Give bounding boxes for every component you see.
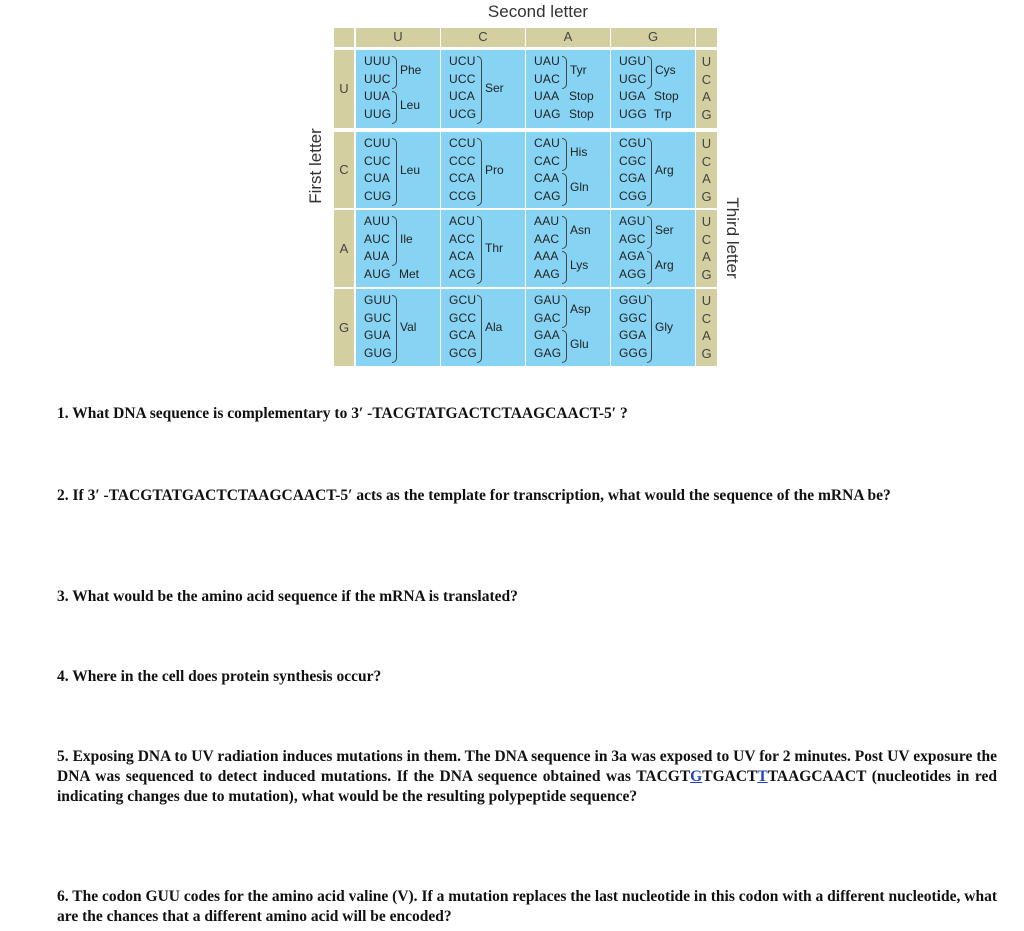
- codon-brace: [647, 56, 652, 89]
- codon: CAU: [534, 136, 560, 150]
- codon: AGG: [619, 266, 647, 281]
- codon: CGG: [619, 188, 647, 203]
- codon-brace: [392, 216, 397, 266]
- codon-brace: [562, 251, 567, 284]
- dna-seq-part-c: TAAGCAACT: [767, 768, 867, 785]
- codon: ACA: [449, 249, 475, 263]
- question-1: 1. What DNA sequence is complementary to 3′ -TACGTATGACTCTAAGCAACT-5′ ?: [57, 405, 628, 422]
- codon: UGA: [619, 89, 646, 103]
- mutation-1: G: [690, 768, 703, 785]
- amino-acid-label: Thr: [485, 240, 503, 255]
- codon: GAA: [534, 328, 560, 342]
- amino-acid-label: Stop: [569, 106, 594, 121]
- codon: GGU: [619, 293, 647, 307]
- codon-brace: [477, 216, 482, 284]
- codon: UCU: [449, 54, 476, 68]
- codon: CUG: [364, 188, 392, 203]
- codon: GAU: [534, 293, 561, 307]
- second-letter-g: G: [611, 28, 695, 47]
- third-letter-label: Third letter: [723, 197, 742, 279]
- codon: GUA: [364, 328, 391, 342]
- codon-brace: [562, 56, 567, 89]
- dna-seq-part-a: TACGT: [636, 768, 691, 785]
- header-corner: [334, 28, 354, 47]
- amino-acid-label: Ile: [400, 232, 413, 246]
- codon-brace: [562, 138, 567, 171]
- amino-acid-label: Trp: [654, 106, 672, 121]
- amino-acid-label: Stop: [654, 89, 679, 103]
- amino-acid-label: Met: [399, 266, 420, 281]
- third-letter-g: G: [701, 188, 712, 204]
- third-letter-c: C: [701, 231, 712, 247]
- codon-brace: [392, 91, 397, 124]
- codon: AGC: [619, 231, 646, 246]
- codon: UCA: [449, 89, 475, 103]
- codon: CAC: [534, 153, 560, 168]
- codon: UCG: [449, 106, 477, 121]
- codon-brace: [477, 56, 482, 124]
- third-letter-g: G: [701, 106, 712, 122]
- codon-brace: [392, 295, 397, 363]
- codon-brace: [562, 173, 567, 206]
- first-letter-text: G: [338, 319, 350, 335]
- codon: GCU: [449, 293, 477, 307]
- codon: AAC: [534, 231, 560, 246]
- codon: UUA: [364, 89, 390, 103]
- amino-acid-label: Leu: [400, 98, 421, 113]
- codon: GCA: [449, 328, 476, 342]
- codon: GUC: [364, 310, 392, 325]
- dna-seq-part-b: TGACT: [702, 768, 758, 785]
- codon-brace: [392, 138, 397, 206]
- codon: GGG: [619, 345, 648, 360]
- codon: AAA: [534, 249, 559, 263]
- question-5-intro: 5. Exposing DNA to UV radiation induces mutations in them. The DNA sequence in 3a was exposed to UV for 2 minutes. Post UV exposure the DNA was sequenced to detect induced mutations. If the DNA sequence obtained was: [57, 748, 997, 785]
- third-letter-c: C: [701, 153, 712, 169]
- amino-acid-label: Phe: [400, 63, 422, 78]
- third-letter-c: C: [701, 71, 712, 87]
- codon: CGU: [619, 136, 647, 150]
- amino-acid-label: Cys: [655, 63, 676, 78]
- third-letter-column: [696, 289, 717, 366]
- amino-acid-label: Asn: [570, 223, 591, 238]
- question-6: 6. The codon GUU codes for the amino acid valine (V). If a mutation replaces the last nucleotide in this codon with a different nucleotide, what are the chances that a different amino acid will be encoded?: [57, 888, 997, 925]
- codon: GGA: [619, 328, 647, 342]
- third-letter-a: A: [702, 171, 711, 186]
- third-letter-a: A: [702, 89, 711, 104]
- codon: GAG: [534, 345, 562, 360]
- codon-brace: [477, 138, 482, 206]
- third-letter-c: C: [701, 310, 712, 326]
- third-letter-u: U: [701, 136, 712, 151]
- codon: GUG: [364, 345, 392, 360]
- codon: UGC: [619, 71, 647, 86]
- amino-acid-label: Pro: [485, 162, 504, 177]
- codon: UUC: [364, 71, 391, 86]
- first-letter-a: [334, 210, 354, 287]
- codon: AAU: [534, 214, 560, 228]
- amino-acid-label: Arg: [655, 258, 674, 273]
- first-letter-text: U: [339, 81, 349, 96]
- codon: UAA: [534, 89, 560, 103]
- codon: UCC: [449, 71, 476, 86]
- amino-acid-label: Arg: [655, 162, 674, 177]
- codon-brace: [647, 216, 652, 249]
- codon: UAU: [534, 54, 560, 68]
- codon: UAC: [534, 71, 560, 86]
- amino-acid-label: Glu: [570, 337, 589, 352]
- first-letter-text: C: [339, 162, 349, 177]
- codon: AAG: [534, 266, 560, 281]
- codon: AUG: [364, 266, 391, 281]
- codon-brace: [562, 295, 567, 328]
- codon: AUA: [364, 249, 390, 263]
- second-letter-a: A: [526, 28, 610, 47]
- amino-acid-label: Ser: [655, 223, 674, 238]
- second-letter-title: Second letter: [487, 2, 589, 21]
- codon: ACC: [449, 231, 475, 246]
- codon: UAG: [534, 106, 561, 121]
- codon: CCU: [449, 136, 476, 150]
- amino-acid-label: Leu: [400, 162, 421, 177]
- codon-brace: [647, 251, 652, 284]
- codon: CCG: [449, 188, 477, 203]
- codon: CUC: [364, 153, 391, 168]
- codon-brace: [477, 295, 482, 363]
- third-letter-column: [696, 210, 717, 287]
- third-letter-u: U: [701, 293, 712, 308]
- first-letter-u: [334, 50, 354, 128]
- third-letter-column: [696, 132, 717, 208]
- first-letter-c: [334, 132, 354, 208]
- codon: CGC: [619, 153, 647, 168]
- codon: GGC: [619, 310, 647, 325]
- codon: AUC: [364, 231, 390, 246]
- codon: CGA: [619, 171, 646, 185]
- codon: AUU: [364, 214, 390, 228]
- amino-acid-label: Val: [400, 319, 417, 334]
- third-letter-g: G: [701, 345, 712, 361]
- first-letter-label: First letter: [306, 128, 325, 204]
- codon: ACG: [449, 266, 476, 281]
- second-letter-u: U: [356, 28, 440, 47]
- codon: UGU: [619, 54, 647, 68]
- question-2: 2. If 3′ -TACGTATGACTCTAAGCAACT-5′ acts as the template for transcription, what would the sequence of the mRNA be?: [57, 487, 891, 504]
- third-letter-u: U: [701, 54, 712, 69]
- third-letter-column: [696, 50, 717, 128]
- amino-acid-label: Gly: [655, 319, 673, 334]
- amino-acid-label: Ala: [485, 319, 503, 334]
- amino-acid-label: Asp: [570, 302, 591, 317]
- second-letter-c: C: [441, 28, 525, 47]
- first-letter-g: [334, 289, 354, 366]
- question-5: [57, 747, 997, 807]
- third-letter-u: U: [701, 214, 712, 229]
- amino-acid-label: Tyr: [570, 63, 587, 78]
- codon: GAC: [534, 310, 561, 325]
- amino-acid-label: Gln: [570, 180, 589, 195]
- third-letter-a: A: [702, 249, 711, 264]
- codon: UUU: [364, 54, 391, 68]
- codon-brace: [647, 138, 652, 206]
- first-letter-text: A: [339, 240, 349, 256]
- mutation-2: T: [757, 768, 768, 785]
- question-3: 3. What would be the amino acid sequence if the mRNA is translated?: [57, 588, 518, 605]
- codon: CUU: [364, 136, 391, 150]
- codon: AGU: [619, 214, 646, 228]
- amino-acid-label: Stop: [569, 89, 594, 103]
- codon: GCG: [449, 345, 477, 360]
- codon: CCA: [449, 171, 475, 185]
- codon: UGG: [619, 106, 647, 121]
- question-5-outro: (nucleotides in red indicating changes due to mutation), what would be the resulting polypeptide sequence?: [57, 768, 997, 805]
- codon: GCC: [449, 310, 477, 325]
- codon: ACU: [449, 214, 475, 228]
- codon: GUU: [364, 293, 392, 307]
- codon: CAA: [534, 171, 560, 185]
- third-letter-g: G: [701, 266, 712, 282]
- codon-brace: [562, 330, 567, 363]
- codon: CCC: [449, 153, 476, 168]
- codon: CAG: [534, 188, 561, 203]
- amino-acid-label: Ser: [485, 80, 504, 95]
- codon-brace: [562, 216, 567, 249]
- amino-acid-label: His: [570, 145, 588, 160]
- codon: CUA: [364, 171, 390, 185]
- amino-acid-label: Lys: [570, 258, 589, 273]
- codon-brace: [647, 295, 652, 363]
- header-corner-right: [696, 28, 717, 47]
- codon-brace: [392, 56, 397, 89]
- third-letter-a: A: [702, 328, 711, 343]
- question-4: 4. Where in the cell does protein synthesis occur?: [57, 668, 382, 685]
- codon: UUG: [364, 106, 392, 121]
- codon: AGA: [619, 249, 645, 263]
